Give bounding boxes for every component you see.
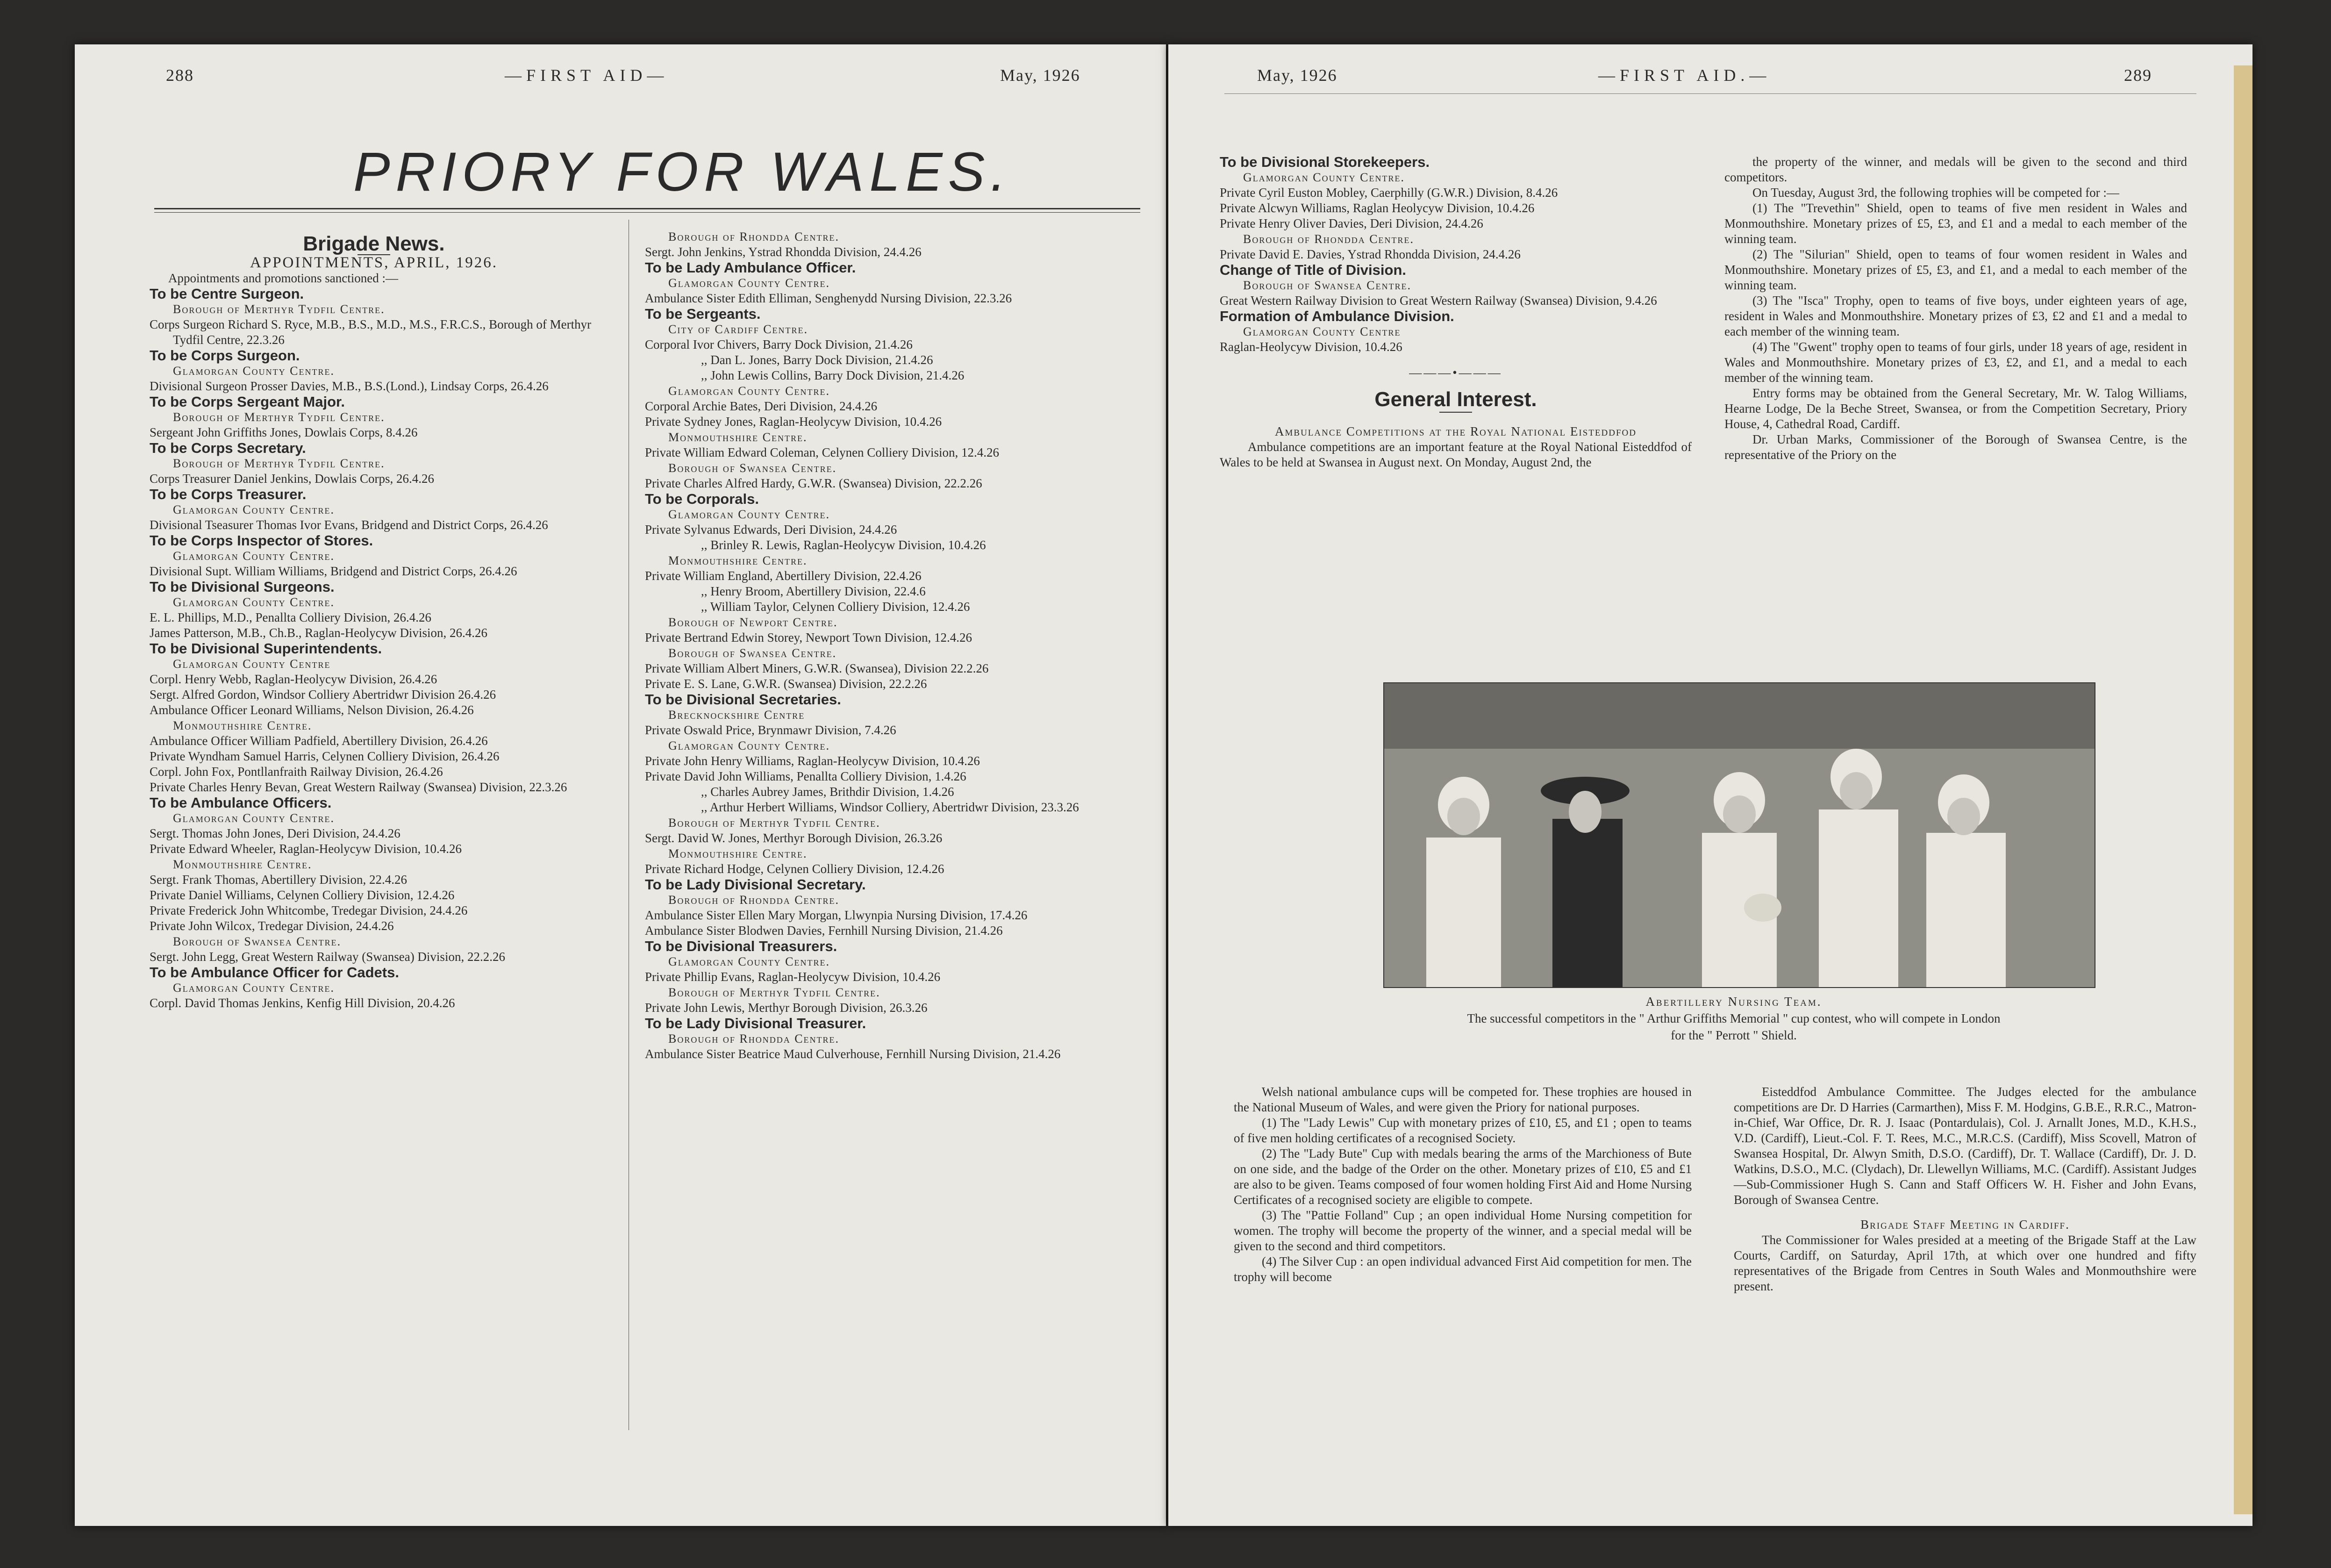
header-rule-right [1224, 93, 2196, 94]
appointment-entry: Private Oswald Price, Brynmawr Division, 7.4.26 [645, 723, 896, 737]
appointment-entry: Private John Henry Williams, Raglan-Heolycyw Division, 10.4.26 [645, 754, 980, 768]
appointment-entry: Divisional Supt. William Williams, Bridgend and District Corps, 26.4.26 [150, 564, 517, 578]
appointment-entry: Ambulance Sister Beatrice Maud Culverhouse, Fernhill Nursing Division, 21.4.26 [645, 1047, 1061, 1061]
centre-name: Glamorgan County Centre. [173, 981, 335, 995]
centre-name: Glamorgan County Centre. [668, 739, 830, 752]
section-heading: To be Corps Secretary. [150, 440, 306, 456]
nursing-team-photo [1383, 682, 2095, 988]
left-column-1 [150, 232, 598, 1011]
centre-name: Glamorgan County Centre. [668, 276, 830, 290]
paragraph: the property of the winner, and medals will be given to the second and third competitors. [1724, 155, 2187, 184]
centre-name: Monmouthshire Centre. [668, 847, 808, 860]
appointment-entry: Ambulance Officer William Padfield, Abertillery Division, 26.4.26 [150, 734, 488, 748]
section-heading: To be Sergeants. [645, 306, 761, 322]
section-heading: To be Corps Treasurer. [150, 486, 307, 502]
right-column-1-top [1220, 154, 1692, 470]
appointment-entry: Divisional Surgeon Prosser Davies, M.B., B.S.(Lond.), Lindsay Corps, 26.4.26 [150, 379, 549, 393]
section-heading: To be Divisional Secretaries. [645, 691, 841, 708]
right-column-2-bottom [1734, 1084, 2196, 1294]
appointment-entry: Private Charles Alfred Hardy, G.W.R. (Swansea) Division, 22.2.26 [645, 476, 982, 490]
appointment-entry: Sergt. Alfred Gordon, Windsor Colliery Abertridwr Division 26.4.26 [150, 687, 496, 702]
caption-title: Abertillery Nursing Team. [1645, 995, 1822, 1009]
appointment-entry: ,, Dan L. Jones, Barry Dock Division, 21.4.26 [701, 353, 933, 367]
appointment-entry: Sergt. Thomas John Jones, Deri Division, 24.4.26 [150, 826, 400, 840]
paragraph: Eisteddfod Ambulance Committee. The Judges elected for the ambulance competitions are Dr. D Harries (Carmarthen), Miss F. M. Hodgins, G.B.E., R.R.C., Matron-in-Chief, War Office, Dr. R. J. Isaac (Pontardulais), Col. J. Arnallt Jones, M.D., K.H.S., V.D. (Cardiff), Lieut.-Col. F. T. Rees, M.C., M.R.C.S. (Cardiff), Miss Scovell, Matron of Swansea Hospital, Dr. Alwyn Smith, D.S.O. (Cardiff), Dr. T. Wallace (Cardiff), Dr. J. D. Watkins, D.S.O., M.C. (Clydach), Dr. Llewellyn Williams, M.C. (Cardiff). Assistant Judges—Sub-Commissioner Hugh S. Cann and Staff Officers W. H. Fisher and John Evans, Borough of Swansea Centre. [1734, 1085, 2196, 1207]
centre-name: Glamorgan County Centre. [668, 955, 830, 968]
appointment-entry: Corpl. Henry Webb, Raglan-Heolycyw Division, 26.4.26 [150, 672, 437, 686]
running-title-left: —FIRST AID— [505, 66, 669, 85]
section-heading: To be Divisional Treasurers. [645, 938, 837, 954]
centre-name: Monmouthshire Centre. [173, 719, 312, 732]
appointment-entry: Private John Lewis, Merthyr Borough Division, 26.3.26 [645, 1001, 928, 1015]
centre-name: Borough of Rhondda Centre. [1243, 232, 1415, 246]
photo-caption [1290, 993, 2178, 1044]
right-column-1-bottom [1234, 1084, 1692, 1285]
gi-heading-rule [1439, 412, 1472, 413]
centre-name: Brecknockshire Centre [668, 708, 805, 722]
appointment-entry: ,, William Taylor, Celynen Colliery Division, 12.4.26 [701, 600, 970, 614]
centre-name: Monmouthshire Centre. [173, 858, 312, 871]
competitions-subhead: Ambulance Competitions at the Royal National Eisteddfod [1275, 424, 1637, 438]
section-heading: To be Lady Divisional Treasurer. [645, 1015, 866, 1031]
paragraph: On Tuesday, August 3rd, the following trophies will be competed for :— [1752, 186, 2119, 200]
appointment-entry: Corps Treasurer Daniel Jenkins, Dowlais Corps, 26.4.26 [150, 472, 434, 486]
appointment-entry: Corpl. John Fox, Pontllanfraith Railway Division, 26.4.26 [150, 765, 443, 779]
trophies-list [1724, 154, 2187, 463]
centre-name: Borough of Merthyr Tydfil Centre. [173, 410, 385, 424]
date-left: May, 1926 [1000, 66, 1080, 85]
paragraph: (3) The "Pattie Folland" Cup ; an open individual Home Nursing competition for women. The trophy will become the property of the winner, and a special medal will be given to the second and third competitors. [1234, 1208, 1692, 1253]
centre-name: Borough of Swansea Centre. [1243, 279, 1412, 292]
appointment-entry: Ambulance Sister Edith Elliman, Senghenydd Nursing Division, 22.3.26 [645, 291, 1012, 305]
centre-name: Monmouthshire Centre. [668, 430, 808, 444]
centre-name: Borough of Merthyr Tydfil Centre. [668, 986, 880, 999]
section-heading: To be Corps Sergeant Major. [150, 394, 345, 410]
appointment-entry: Sergeant John Griffiths Jones, Dowlais Corps, 8.4.26 [150, 425, 418, 439]
appointment-entry: ,, Henry Broom, Abertillery Division, 22.4.6 [701, 584, 926, 598]
paragraph: (3) The "Isca" Trophy, open to teams of five boys, under eighteen years of age, resident in Wales and Monmouthshire. Monetary prizes of £3, £2 and £1 and a medal to each member of the winning team. [1724, 294, 2187, 338]
centre-name: Monmouthshire Centre. [668, 554, 808, 567]
appointment-entry: Private Charles Henry Bevan, Great Western Railway (Swansea) Division, 22.3.26 [150, 780, 567, 794]
centre-name: Borough of Newport Centre. [668, 616, 838, 629]
centre-name: Glamorgan County Centre. [173, 595, 335, 609]
appointment-entry: Private William Albert Miners, G.W.R. (Swansea), Division 22.2.26 [645, 661, 989, 675]
appointment-entry: Divisional Tseasurer Thomas Ivor Evans, Bridgend and District Corps, 26.4.26 [150, 518, 548, 532]
title-rule-thin [154, 212, 1140, 213]
section-heading: To be Lady Divisional Secretary. [645, 876, 866, 893]
appointment-entry: Private Bertrand Edwin Storey, Newport Town Division, 12.4.26 [645, 630, 972, 644]
appointment-entry: Sergt. Frank Thomas, Abertillery Division, 22.4.26 [150, 873, 407, 887]
centre-name: Borough of Rhondda Centre. [668, 893, 840, 907]
running-title-right: —FIRST AID.— [1598, 66, 1771, 85]
section-heading: To be Ambulance Officers. [150, 795, 332, 811]
paragraph: Entry forms may be obtained from the General Secretary, Mr. W. Talog Williams, Hearne Lodge, De la Beche Street, Swansea, or from the Competition Secretary, Priory House, 4, Cathedral Road, Cardiff. [1724, 386, 2187, 431]
brigade-news-heading: Brigade News. [303, 232, 445, 255]
appointment-entry: Private E. S. Lane, G.W.R. (Swansea) Division, 22.2.26 [645, 677, 927, 691]
section-heading: To be Corporals. [645, 491, 759, 507]
section-heading: Change of Title of Division. [1220, 262, 1407, 278]
judges-list [1734, 1084, 2196, 1208]
centre-name: City of Cardiff Centre. [668, 322, 808, 336]
centre-name: Glamorgan County Centre. [668, 384, 830, 398]
appointment-entry: Corporal Archie Bates, Deri Division, 24.4.26 [645, 399, 878, 413]
centre-name: Borough of Rhondda Centre. [668, 230, 840, 243]
centre-name: Glamorgan County Centre. [173, 364, 335, 378]
staff-meeting-text: The Commissioner for Wales presided at a meeting of the Brigade Staff at the Law Courts, Cardiff, on Saturday, April 17th, at which over one hundred and fifty representatives of the Brigade from Centres in South Wales and Monmouthshire were present. [1734, 1233, 2196, 1293]
centre-name: Glamorgan County Centre. [173, 549, 335, 563]
date-right: May, 1926 [1257, 66, 1337, 85]
section-heading: To be Lady Ambulance Officer. [645, 259, 856, 276]
appointment-entry: Private Richard Hodge, Celynen Colliery Division, 12.4.26 [645, 862, 944, 876]
appointment-entry: Private Wyndham Samuel Harris, Celynen Colliery Division, 26.4.26 [150, 749, 500, 763]
right-column-2-top [1724, 154, 2187, 463]
appointment-entry: Private Cyril Euston Mobley, Caerphilly (G.W.R.) Division, 8.4.26 [1220, 186, 1558, 200]
section-heading: To be Divisional Surgeons. [150, 579, 335, 595]
appointments-list-1 [150, 286, 598, 1011]
appointment-entry: Sergt. John Jenkins, Ystrad Rhondda Division, 24.4.26 [645, 245, 922, 259]
page-number-left: 288 [166, 66, 194, 85]
appointment-entry: Corpl. David Thomas Jenkins, Kenfig Hill Division, 20.4.26 [150, 996, 455, 1010]
appointments-list-3 [1220, 154, 1692, 355]
paragraph: (2) The "Lady Bute" Cup with medals bearing the arms of the Marchioness of Bute on one side, and the badge of the Order on the other. Monetary prizes of £10, £5 and £1 are also to be given. Teams composed of four women holding First Aid and Home Nursing Certificates of a recognised society are eligible to compete. [1234, 1146, 1692, 1207]
appointment-entry: ,, John Lewis Collins, Barry Dock Division, 21.4.26 [701, 368, 965, 382]
centre-name: Borough of Merthyr Tydfil Centre. [668, 816, 880, 830]
centre-name: Glamorgan County Centre. [668, 508, 830, 521]
appointments-subheading: APPOINTMENTS, APRIL, 1926. [250, 254, 498, 271]
general-interest-heading: General Interest. [1374, 388, 1537, 411]
appointments-list-2 [645, 229, 1094, 1062]
appointment-entry: Private William Edward Coleman, Celynen Colliery Division, 12.4.26 [645, 445, 1000, 459]
appointment-entry: Great Western Railway Division to Great Western Railway (Swansea) Division, 9.4.26 [1220, 294, 1657, 308]
appointment-entry: Ambulance Sister Ellen Mary Morgan, Llwynpia Nursing Division, 17.4.26 [645, 908, 1028, 922]
paragraph: (1) The "Lady Lewis" Cup with monetary prizes of £10, £5, and £1 ; open to teams of five men holding certificates of a recognised Society. [1234, 1116, 1692, 1145]
centre-name: Borough of Merthyr Tydfil Centre. [173, 457, 385, 470]
centre-name: Borough of Swansea Centre. [173, 935, 342, 948]
caption-line-2: for the " Perrott " Shield. [1671, 1028, 1797, 1042]
appointment-entry: Ambulance Officer Leonard Williams, Nelson Division, 26.4.26 [150, 703, 474, 717]
appointment-entry: ,, Arthur Herbert Williams, Windsor Colliery, Abertridwr Division, 23.3.26 [701, 800, 1079, 814]
centre-name: Glamorgan County Centre. [173, 503, 335, 516]
appointment-entry: ,, Brinley R. Lewis, Raglan-Heolycyw Division, 10.4.26 [701, 538, 986, 552]
paragraph: (1) The "Trevethin" Shield, open to teams of five men resident in Wales and Monmouthshire. Monetary prizes of £5, £3, and £1 and a medal to each member of the winning team. [1724, 201, 2187, 246]
appointment-entry: E. L. Phillips, M.D., Penallta Colliery Division, 26.4.26 [150, 610, 431, 624]
appointment-entry: Corps Surgeon Richard S. Ryce, M.B., B.S., M.D., M.S., F.R.C.S., Borough of Merthyr Tydfil Centre, 22.3.26 [150, 317, 592, 347]
appointment-entry: Raglan-Heolycyw Division, 10.4.26 [1220, 340, 1402, 354]
centre-name: Borough of Swansea Centre. [668, 646, 837, 660]
appointment-entry: Sergt. John Legg, Great Western Railway (Swansea) Division, 22.2.26 [150, 950, 505, 964]
staff-meeting-heading: Brigade Staff Meeting in Cardiff. [1860, 1217, 2070, 1231]
paragraph: (4) The "Gwent" trophy open to teams of four girls, under 18 years of age, resident in Wales and Monmouthshire. Monetary prizes of £3, £2, and £1, and a medal to each member of the winning team. [1724, 340, 2187, 385]
centre-name: Borough of Swansea Centre. [668, 461, 837, 475]
appointment-entry: Private William England, Abertillery Division, 22.4.26 [645, 569, 922, 583]
main-title: PRIORY FOR WALES. [353, 141, 1012, 203]
appointment-entry: Private Henry Oliver Davies, Deri Division, 24.4.26 [1220, 216, 1483, 230]
section-heading: To be Divisional Storekeepers. [1220, 154, 1430, 170]
section-heading: To be Corps Surgeon. [150, 347, 300, 364]
appointment-entry: James Patterson, M.B., Ch.B., Raglan-Heolycyw Division, 26.4.26 [150, 626, 487, 640]
cups-list [1234, 1084, 1692, 1285]
centre-name: Glamorgan County Centre [173, 657, 331, 671]
appointment-entry: Private Alcwyn Williams, Raglan Heolycyw Division, 10.4.26 [1220, 201, 1535, 215]
paragraph: Dr. Urban Marks, Commissioner of the Borough of Swansea Centre, is the representative of the Priory on the [1724, 432, 2187, 462]
competitions-para: Ambulance competitions are an important feature at the Royal National Eisteddfod of Wales to be held at Swansea in August next. On Monday, August 2nd, the [1220, 440, 1692, 469]
appointment-entry: Sergt. David W. Jones, Merthyr Borough Division, 26.3.26 [645, 831, 943, 845]
appointment-entry: Ambulance Sister Blodwen Davies, Fernhill Nursing Division, 21.4.26 [645, 924, 1003, 938]
appointment-entry: Private Sydney Jones, Raglan-Heolycyw Division, 10.4.26 [645, 415, 942, 429]
appointments-intro: Appointments and promotions sanctioned :— [168, 271, 398, 285]
appointment-entry: Private Edward Wheeler, Raglan-Heolycyw Division, 10.4.26 [150, 842, 462, 856]
section-heading: To be Ambulance Officer for Cadets. [150, 964, 399, 981]
section-heading: Formation of Ambulance Division. [1220, 308, 1454, 324]
appointment-entry: Corporal Ivor Chivers, Barry Dock Division, 21.4.26 [645, 337, 913, 351]
paragraph: (4) The Silver Cup : an open individual advanced First Aid competition for men. The trophy will become [1234, 1254, 1692, 1284]
caption-line-1: The successful competitors in the " Arthur Griffiths Memorial " cup contest, who will compete in London [1467, 1011, 2001, 1025]
left-column-2 [645, 229, 1094, 1062]
centre-name: Glamorgan County Centre. [173, 811, 335, 825]
appointment-entry: Private Phillip Evans, Raglan-Heolycyw Division, 10.4.26 [645, 970, 941, 984]
appointment-entry: Private David E. Davies, Ystrad Rhondda Division, 24.4.26 [1220, 247, 1521, 261]
appointment-entry: Private Sylvanus Edwards, Deri Division, 24.4.26 [645, 523, 897, 537]
centre-name: Borough of Rhondda Centre. [668, 1032, 840, 1045]
centre-name: Glamorgan County Centre [1243, 325, 1401, 338]
paragraph: (2) The "Silurian" Shield, open to teams of four women resident in Wales and Monmouthshire. Monetary prizes of £5, £3, and £1, and a medal to each member of the winning team. [1724, 247, 2187, 292]
centre-name: Borough of Merthyr Tydfil Centre. [173, 302, 385, 316]
centre-name: Glamorgan County Centre. [1243, 171, 1405, 184]
ornament-divider: ———•——— [1409, 365, 1502, 379]
appointment-entry: Private John Wilcox, Tredegar Division, 24.4.26 [150, 919, 394, 933]
appointment-entry: ,, Charles Aubrey James, Brithdir Division, 1.4.26 [701, 785, 954, 799]
section-heading: To be Corps Inspector of Stores. [150, 532, 373, 549]
appointment-entry: Private David John Williams, Penallta Colliery Division, 1.4.26 [645, 769, 966, 783]
page-edge [2234, 65, 2252, 1514]
appointment-entry: Private Frederick John Whitcombe, Tredegar Division, 24.4.26 [150, 903, 468, 917]
appointment-entry: Private Daniel Williams, Celynen Colliery Division, 12.4.26 [150, 888, 455, 902]
section-heading: To be Centre Surgeon. [150, 286, 304, 302]
page-number-right: 289 [2124, 66, 2152, 85]
title-rule [154, 208, 1140, 209]
paragraph: Welsh national ambulance cups will be competed for. These trophies are housed in the National Museum of Wales, and were given the Priory for national purposes. [1234, 1085, 1692, 1114]
section-heading: To be Divisional Superintendents. [150, 640, 382, 657]
